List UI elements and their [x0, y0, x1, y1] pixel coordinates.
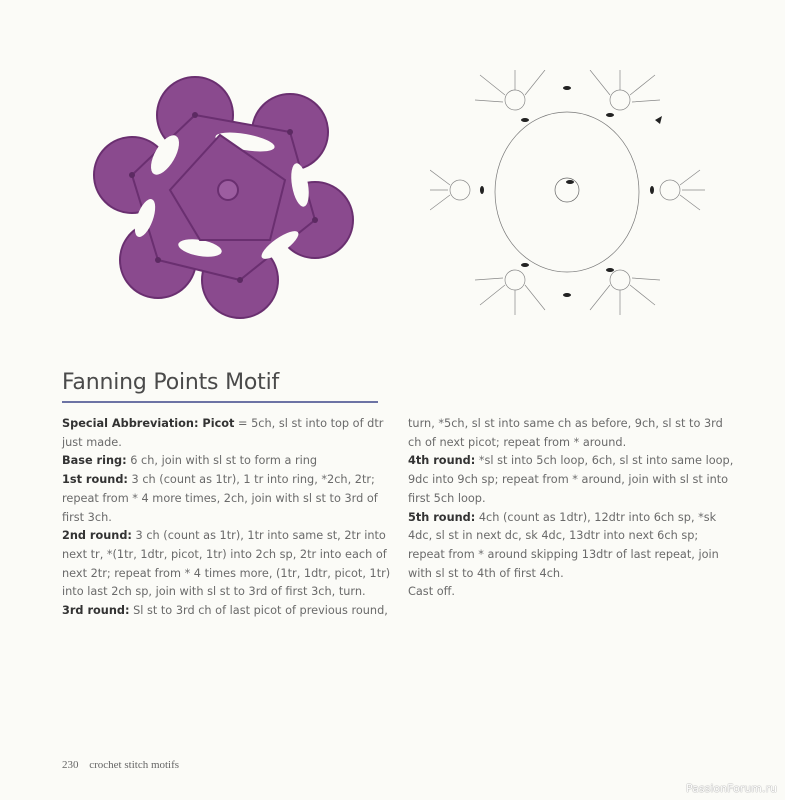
- section-name: crochet stitch motifs: [89, 759, 180, 771]
- page-footer: [62, 759, 179, 771]
- round-1: 1st round: 3 ch (count as 1tr), 1 tr into ring, *2ch, 2tr; repeat from * 4 more times, 2ch, join with sl st to 3rd of first 3ch.: [62, 473, 378, 524]
- special-abbreviation: Special Abbreviation: Picot = 5ch, sl st into top of dtr just made.: [62, 417, 384, 449]
- round-3-cont: turn, *5ch, sl st into same ch as before, 9ch, sl st to 3rd ch of next picot; repeat from * around.: [408, 417, 723, 449]
- motif-photo: [90, 70, 360, 330]
- page-number: 230: [62, 759, 79, 771]
- stitch-chart: [430, 70, 705, 320]
- cast-off: Cast off.: [408, 585, 456, 599]
- watermark: PassionForum.ru: [686, 782, 777, 795]
- round-2: 2nd round: 3 ch (count as 1tr), 1tr into same st, 2tr into next tr, *(1tr, 1dtr, picot, 1tr) into 2ch sp, 2tr into each of next 2tr; repeat from * 4 times more, (1tr, 1dtr, picot, 1tr) into last 2ch sp, join with sl st to 3rd of first 3ch, turn.: [62, 529, 391, 599]
- round-5: 5th round: 4ch (count as 1dtr), 12dtr into 6ch sp, *sk 4dc, sl st in next dc, sk 4dc, 13dtr into next 6ch sp; repeat from * around skipping 13dtr of last repeat, join with sl st to 4th of first 4ch.: [408, 510, 719, 580]
- round-4: 4th round: *sl st into 5ch loop, 6ch, sl st into same loop, 9dc into 9ch sp; repeat from * around, join with sl st into first 5ch loop.: [408, 454, 734, 505]
- round-3-start: 3rd round: Sl st to 3rd ch of last picot of previous round,: [62, 604, 388, 618]
- title-rule: [62, 401, 378, 403]
- instructions-left-column: [62, 415, 392, 621]
- instructions-right-column: [408, 415, 738, 602]
- pattern-title: Fanning Points Motif: [62, 370, 280, 395]
- base-ring: Base ring: 6 ch, join with sl st to form a ring: [62, 454, 318, 468]
